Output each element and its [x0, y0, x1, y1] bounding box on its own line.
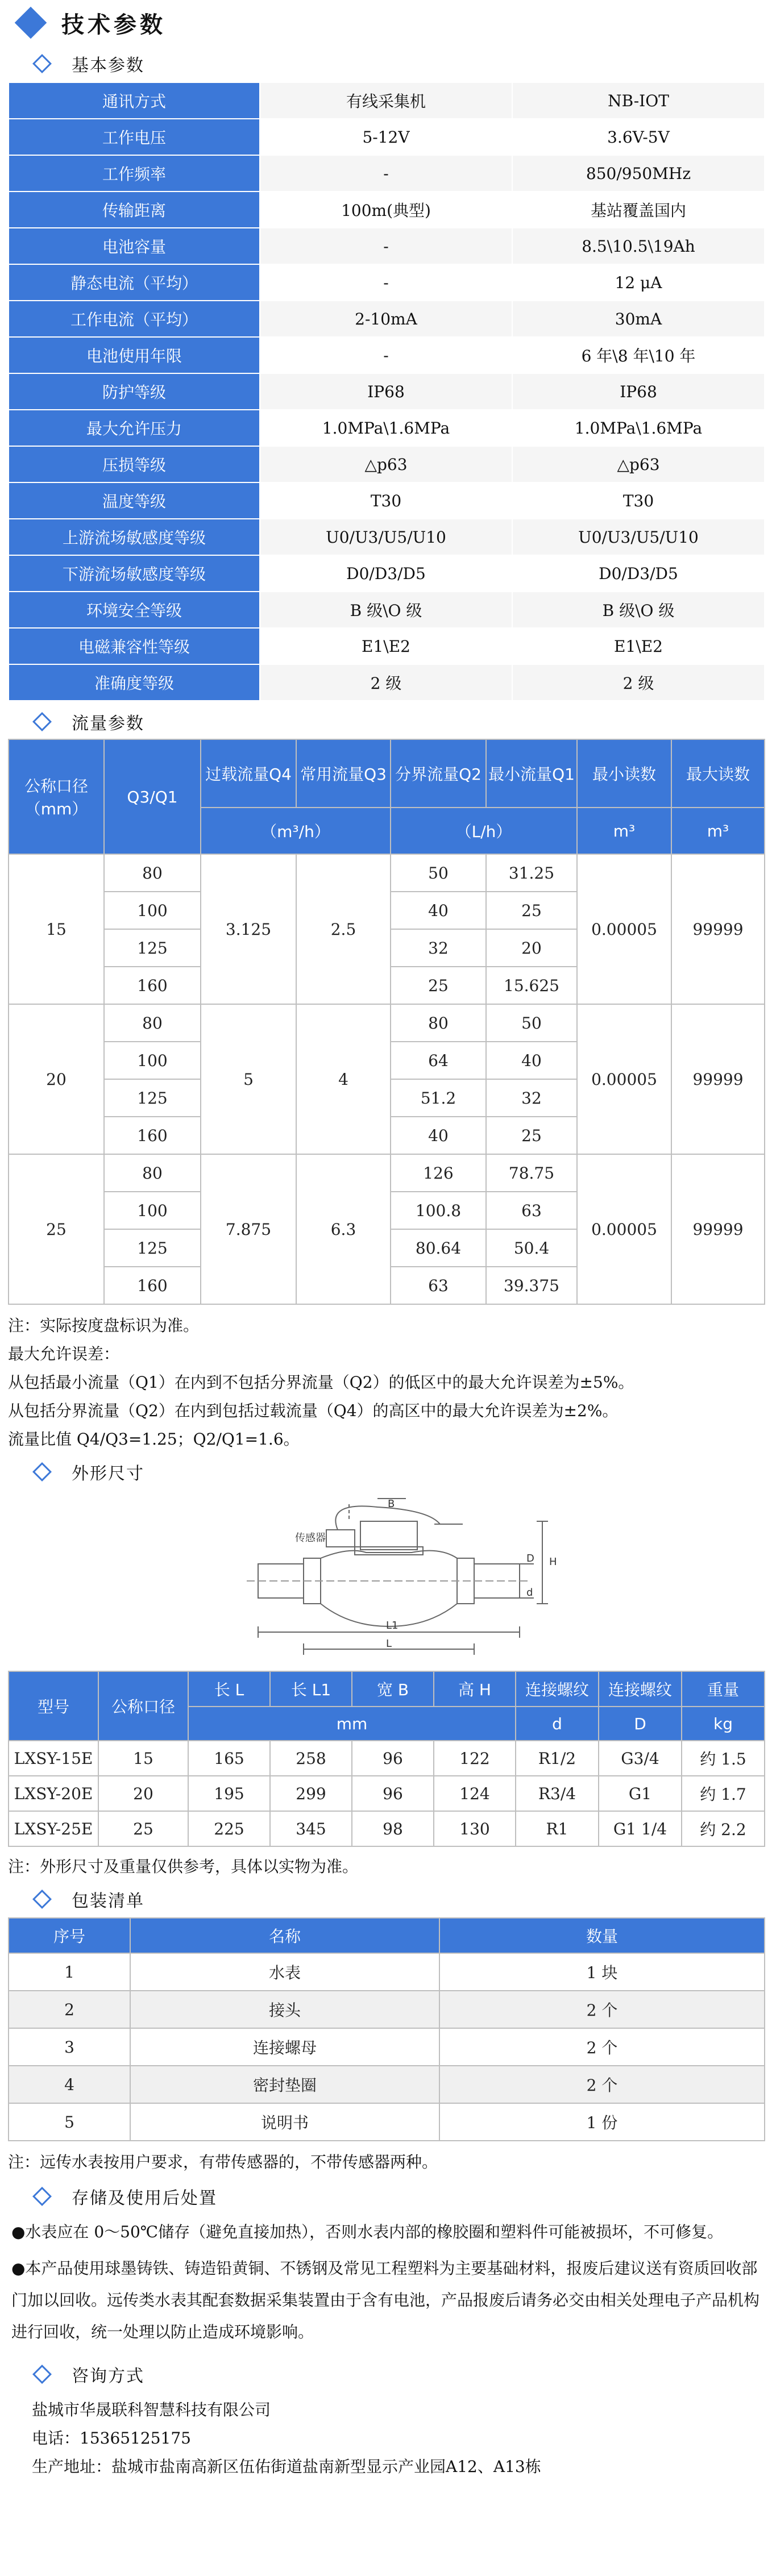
table-row [9, 1991, 765, 2028]
section-pack-header [8, 1881, 764, 1917]
param-value-wired: - [260, 228, 512, 264]
param-value-nbiot: △p63 [512, 446, 765, 482]
note-line: 最大允许误差： [8, 1345, 120, 1363]
cell-q3: 4 [296, 1004, 391, 1154]
header-thread-D: 连接螺纹 [599, 1671, 682, 1707]
cell-min-reading: 0.00005 [577, 1154, 671, 1304]
pack-name: 密封垫圈 [130, 2066, 439, 2103]
dims-cell: G1 [599, 1776, 682, 1811]
table-row [9, 228, 765, 264]
dims-cell: 225 [188, 1811, 270, 1846]
diamond-outline-icon [32, 2365, 52, 2384]
cell-q1: 39.375 [486, 1267, 577, 1304]
cell-q1: 31.25 [486, 854, 577, 892]
label-l1: L1 [386, 1620, 399, 1632]
table-row [9, 664, 765, 701]
param-label: 静态电流（平均） [9, 264, 260, 301]
param-value-wired: 100m(典型) [260, 192, 512, 228]
diamond-outline-icon [32, 712, 52, 731]
param-value-wired: 2 级 [260, 664, 512, 701]
cell-q2: 64 [391, 1042, 486, 1079]
table-row [9, 1154, 765, 1192]
basic-header-label: 通讯方式 [9, 82, 260, 119]
param-value-nbiot: 基站覆盖国内 [512, 192, 765, 228]
cell-q1: 63 [486, 1192, 577, 1229]
param-value-nbiot: 1.0MPa\1.6MPa [512, 410, 765, 446]
dims-note: 注：外形尺寸及重量仅供参考，具体以实物为准。 [8, 1857, 359, 1876]
section-storage-header [8, 2177, 764, 2216]
dims-cell: R1/2 [516, 1741, 599, 1776]
dims-cell: 约 1.7 [682, 1776, 765, 1811]
header-height-h: 高 H [434, 1671, 516, 1707]
dims-cell: 124 [434, 1776, 516, 1811]
section-contact-header [8, 2353, 764, 2396]
dims-cell: LXSY-25E [9, 1811, 98, 1846]
pack-name: 说明书 [130, 2103, 439, 2141]
cell-ratio: 80 [104, 1004, 201, 1042]
section-title: 存储及使用后处置 [72, 2188, 217, 2208]
header-max-reading: 最大读数 [671, 739, 765, 808]
header-length-l: 长 L [188, 1671, 270, 1707]
diamond-outline-icon [32, 54, 52, 73]
diamond-outline-icon [32, 2187, 52, 2206]
header-q4: 过载流量Q4 [201, 739, 296, 808]
dimensions-table [8, 1671, 765, 1847]
table-row [9, 155, 765, 192]
contact-phone: 电话：15365125175 [32, 2429, 191, 2448]
meter-drawing-svg [8, 1490, 764, 1661]
cell-ratio: 125 [104, 1079, 201, 1117]
header-q2: 分界流量Q2 [391, 739, 486, 808]
unit-d: d [516, 1707, 599, 1741]
param-value-nbiot: 12 μA [512, 264, 765, 301]
dims-cell: 约 1.5 [682, 1741, 765, 1776]
cell-q1: 25 [486, 892, 577, 929]
label-h: H [549, 1556, 557, 1568]
header-q1: 最小流量Q1 [486, 739, 577, 808]
cell-q2: 100.8 [391, 1192, 486, 1229]
param-value-nbiot: B 级\O 级 [512, 592, 765, 628]
table-row [9, 192, 765, 228]
table-row [9, 373, 765, 410]
header-weight: 重量 [682, 1671, 765, 1707]
param-value-nbiot: IP68 [512, 373, 765, 410]
section-title: 咨询方式 [72, 2366, 144, 2386]
header-thread-d: 连接螺纹 [516, 1671, 599, 1707]
pack-index: 3 [9, 2028, 130, 2066]
param-value-wired: △p63 [260, 446, 512, 482]
dims-cell: 约 2.2 [682, 1811, 765, 1846]
cell-ratio: 80 [104, 1154, 201, 1192]
param-label: 电磁兼容性等级 [9, 628, 260, 664]
param-value-wired: E1\E2 [260, 628, 512, 664]
param-value-nbiot: T30 [512, 482, 765, 519]
dims-cell: 299 [270, 1776, 352, 1811]
page-title: 技术参数 [61, 11, 166, 38]
header-dn: 公称口径（mm） [9, 739, 104, 854]
param-label: 工作频率 [9, 155, 260, 192]
dims-cell: 96 [352, 1776, 434, 1811]
label-l: L [386, 1638, 392, 1650]
param-value-wired: 5-12V [260, 119, 512, 155]
table-row [9, 854, 765, 892]
dims-cell: 20 [98, 1776, 188, 1811]
dims-cell: 345 [270, 1811, 352, 1846]
header-length-l1: 长 L1 [270, 1671, 352, 1707]
param-label: 温度等级 [9, 482, 260, 519]
unit-q21: （L/h） [391, 808, 577, 854]
cell-min-reading: 0.00005 [577, 854, 671, 1004]
param-value-wired: B 级\O 级 [260, 592, 512, 628]
table-row [9, 1004, 765, 1042]
pack-index: 5 [9, 2103, 130, 2141]
pack-name: 水表 [130, 1953, 439, 1991]
cell-q4: 3.125 [201, 854, 296, 1004]
param-value-nbiot: 8.5\10.5\19Ah [512, 228, 765, 264]
note-line: 流量比值 Q4/Q3=1.25；Q2/Q1=1.6。 [8, 1430, 300, 1449]
pack-qty: 1 块 [439, 1953, 765, 1991]
table-row [9, 628, 765, 664]
cell-q2: 51.2 [391, 1079, 486, 1117]
storage-paragraph-1: ●水表应在 0～50℃储存（避免直接加热），否则水表内部的橡胶圈和塑料件可能被损坏，不可修复。 [11, 2223, 724, 2241]
dims-cell: 130 [434, 1811, 516, 1846]
section-title: 包装清单 [72, 1891, 144, 1911]
dims-cell: G3/4 [599, 1741, 682, 1776]
param-value-nbiot: D0/D3/D5 [512, 555, 765, 592]
table-row [9, 2066, 765, 2103]
cell-q3: 2.5 [296, 854, 391, 1004]
unit-kg: kg [682, 1707, 765, 1741]
table-row [9, 446, 765, 482]
table-row [9, 119, 765, 155]
cell-q2: 40 [391, 1117, 486, 1154]
pack-index: 4 [9, 2066, 130, 2103]
cell-q2: 50 [391, 854, 486, 892]
dims-cell: R1 [516, 1811, 599, 1846]
section-flow-header [8, 705, 764, 739]
param-value-wired: - [260, 155, 512, 192]
meter-dimension-drawing [8, 1490, 764, 1661]
param-value-nbiot: 3.6V-5V [512, 119, 765, 155]
section-title: 流量参数 [72, 714, 144, 734]
param-label: 电池容量 [9, 228, 260, 264]
dims-cell: 96 [352, 1741, 434, 1776]
cell-min-reading: 0.00005 [577, 1004, 671, 1154]
cell-q2: 32 [391, 929, 486, 967]
pack-index: 1 [9, 1953, 130, 1991]
note-line: 从包括分界流量（Q2）在内到包括过载流量（Q4）的高区中的最大允许误差为±2%。 [8, 1401, 619, 1420]
section-dims-header [8, 1454, 764, 1490]
unit-min: m³ [577, 808, 671, 854]
section-title: 基本参数 [72, 56, 144, 76]
pack-qty: 1 份 [439, 2103, 765, 2141]
param-label: 工作电流（平均） [9, 301, 260, 337]
basic-params-table [8, 82, 765, 701]
cell-q1: 15.625 [486, 967, 577, 1004]
dims-cell: 122 [434, 1741, 516, 1776]
param-label: 上游流场敏感度等级 [9, 519, 260, 555]
cell-ratio: 100 [104, 892, 201, 929]
contact-address: 生产地址：盐城市盐南高新区伍佑街道盐南新型显示产业园A12、A13栋 [32, 2457, 541, 2476]
param-label: 准确度等级 [9, 664, 260, 701]
pack-name: 连接螺母 [130, 2028, 439, 2066]
header-dn: 公称口径 [98, 1671, 188, 1741]
label-sensor: 传感器 [295, 1532, 326, 1544]
pack-name: 接头 [130, 1991, 439, 2028]
param-value-wired: U0/U3/U5/U10 [260, 519, 512, 555]
param-value-nbiot: 850/950MHz [512, 155, 765, 192]
param-label: 防护等级 [9, 373, 260, 410]
cell-q1: 25 [486, 1117, 577, 1154]
note-line: 注：实际按度盘标识为准。 [8, 1316, 200, 1335]
pack-qty: 2 个 [439, 2066, 765, 2103]
main-title [8, 0, 764, 45]
table-row [9, 482, 765, 519]
cell-q1: 32 [486, 1079, 577, 1117]
diamond-outline-icon [32, 1890, 52, 1909]
param-value-wired: IP68 [260, 373, 512, 410]
dims-cell: 195 [188, 1776, 270, 1811]
table-row [9, 1741, 765, 1776]
cell-ratio: 160 [104, 1267, 201, 1304]
cell-ratio: 125 [104, 1229, 201, 1267]
section-title: 外形尺寸 [72, 1464, 144, 1484]
param-label: 传输距离 [9, 192, 260, 228]
table-row [9, 1776, 765, 1811]
cell-ratio: 160 [104, 1117, 201, 1154]
param-value-wired: - [260, 264, 512, 301]
cell-max-reading: 99999 [671, 854, 765, 1004]
param-value-nbiot: 30mA [512, 301, 765, 337]
dims-cell: LXSY-15E [9, 1741, 98, 1776]
pack-qty: 2 个 [439, 1991, 765, 2028]
pack-index: 2 [9, 1991, 130, 2028]
dims-cell: LXSY-20E [9, 1776, 98, 1811]
param-value-wired: T30 [260, 482, 512, 519]
cell-q2: 40 [391, 892, 486, 929]
header-q3: 常用流量Q3 [296, 739, 391, 808]
table-row [9, 519, 765, 555]
param-value-nbiot: 2 级 [512, 664, 765, 701]
param-label: 电池使用年限 [9, 337, 260, 373]
dims-cell: 98 [352, 1811, 434, 1846]
param-value-nbiot: 6 年\8 年\10 年 [512, 337, 765, 373]
cell-q1: 40 [486, 1042, 577, 1079]
dims-cell: 15 [98, 1741, 188, 1776]
cell-q1: 78.75 [486, 1154, 577, 1192]
unit-D: D [599, 1707, 682, 1741]
flow-params-table [8, 739, 765, 1305]
packing-list-table [8, 1917, 765, 2141]
section-basic-header [8, 45, 764, 82]
param-value-wired: - [260, 337, 512, 373]
pack-qty: 2 个 [439, 2028, 765, 2066]
param-label: 工作电压 [9, 119, 260, 155]
cell-q2: 80 [391, 1004, 486, 1042]
param-label: 压损等级 [9, 446, 260, 482]
header-index: 序号 [9, 1918, 130, 1953]
table-row [9, 301, 765, 337]
cell-q1: 50 [486, 1004, 577, 1042]
unit-max: m³ [671, 808, 765, 854]
storage-paragraph-2: ●本产品使用球墨铸铁、铸造铅黄铜、不锈钢及常见工程塑料为主要基础材料，报废后建议送有资质回收部门加以回收。远传类水表其配套数据采集装置由于含有电池，产品报废后请务必交由相关处理电子产品机构进行回收，统一处理以防止造成环境影响。 [11, 2259, 760, 2341]
table-row [9, 337, 765, 373]
header-qty: 数量 [439, 1918, 765, 1953]
cell-ratio: 80 [104, 854, 201, 892]
header-width-b: 宽 B [352, 1671, 434, 1707]
header-name: 名称 [130, 1918, 439, 1953]
cell-q1: 50.4 [486, 1229, 577, 1267]
unit-mm: mm [188, 1707, 516, 1741]
table-row [9, 1953, 765, 1991]
diamond-outline-icon [32, 1462, 52, 1481]
dims-cell: G1 1/4 [599, 1811, 682, 1846]
cell-ratio: 100 [104, 1042, 201, 1079]
header-min-reading: 最小读数 [577, 739, 671, 808]
diamond-icon [15, 7, 47, 39]
table-row [9, 2103, 765, 2141]
basic-header-col2: NB-IOT [512, 82, 765, 119]
param-label: 最大允许压力 [9, 410, 260, 446]
cell-q2: 80.64 [391, 1229, 486, 1267]
note-line: 从包括最小流量（Q1）在内到不包括分界流量（Q2）的低区中的最大允许误差为±5%。 [8, 1373, 634, 1392]
table-row [9, 410, 765, 446]
cell-ratio: 160 [104, 967, 201, 1004]
cell-q4: 5 [201, 1004, 296, 1154]
cell-q2: 63 [391, 1267, 486, 1304]
cell-dn: 15 [9, 854, 104, 1004]
table-row [9, 1811, 765, 1846]
cell-q4: 7.875 [201, 1154, 296, 1304]
table-row [9, 2028, 765, 2066]
basic-header-col1: 有线采集机 [260, 82, 512, 119]
param-value-wired: 2-10mA [260, 301, 512, 337]
flow-notes [8, 1312, 764, 1454]
param-label: 下游流场敏感度等级 [9, 555, 260, 592]
pack-note: 注：远传水表按用户要求，有带传感器的，不带传感器两种。 [8, 2153, 438, 2171]
dims-cell: 258 [270, 1741, 352, 1776]
label-d-small: d [526, 1587, 533, 1599]
dims-cell: 165 [188, 1741, 270, 1776]
cell-dn: 20 [9, 1004, 104, 1154]
param-value-wired: D0/D3/D5 [260, 555, 512, 592]
header-model: 型号 [9, 1671, 98, 1741]
cell-q2: 25 [391, 967, 486, 1004]
param-label: 环境安全等级 [9, 592, 260, 628]
param-value-nbiot: E1\E2 [512, 628, 765, 664]
label-b: B [388, 1498, 395, 1510]
header-ratio: Q3/Q1 [104, 739, 201, 854]
cell-q2: 126 [391, 1154, 486, 1192]
param-value-nbiot: U0/U3/U5/U10 [512, 519, 765, 555]
dims-cell: R3/4 [516, 1776, 599, 1811]
cell-max-reading: 99999 [671, 1004, 765, 1154]
cell-max-reading: 99999 [671, 1154, 765, 1304]
cell-dn: 25 [9, 1154, 104, 1304]
table-row [9, 264, 765, 301]
cell-q1: 20 [486, 929, 577, 967]
dims-cell: 25 [98, 1811, 188, 1846]
cell-ratio: 100 [104, 1192, 201, 1229]
param-value-wired: 1.0MPa\1.6MPa [260, 410, 512, 446]
cell-q3: 6.3 [296, 1154, 391, 1304]
unit-q43: （m³/h） [201, 808, 391, 854]
contact-company: 盐城市华晟联科智慧科技有限公司 [32, 2400, 271, 2419]
label-d: D [526, 1553, 534, 1564]
table-row [9, 555, 765, 592]
cell-ratio: 125 [104, 929, 201, 967]
table-row [9, 592, 765, 628]
